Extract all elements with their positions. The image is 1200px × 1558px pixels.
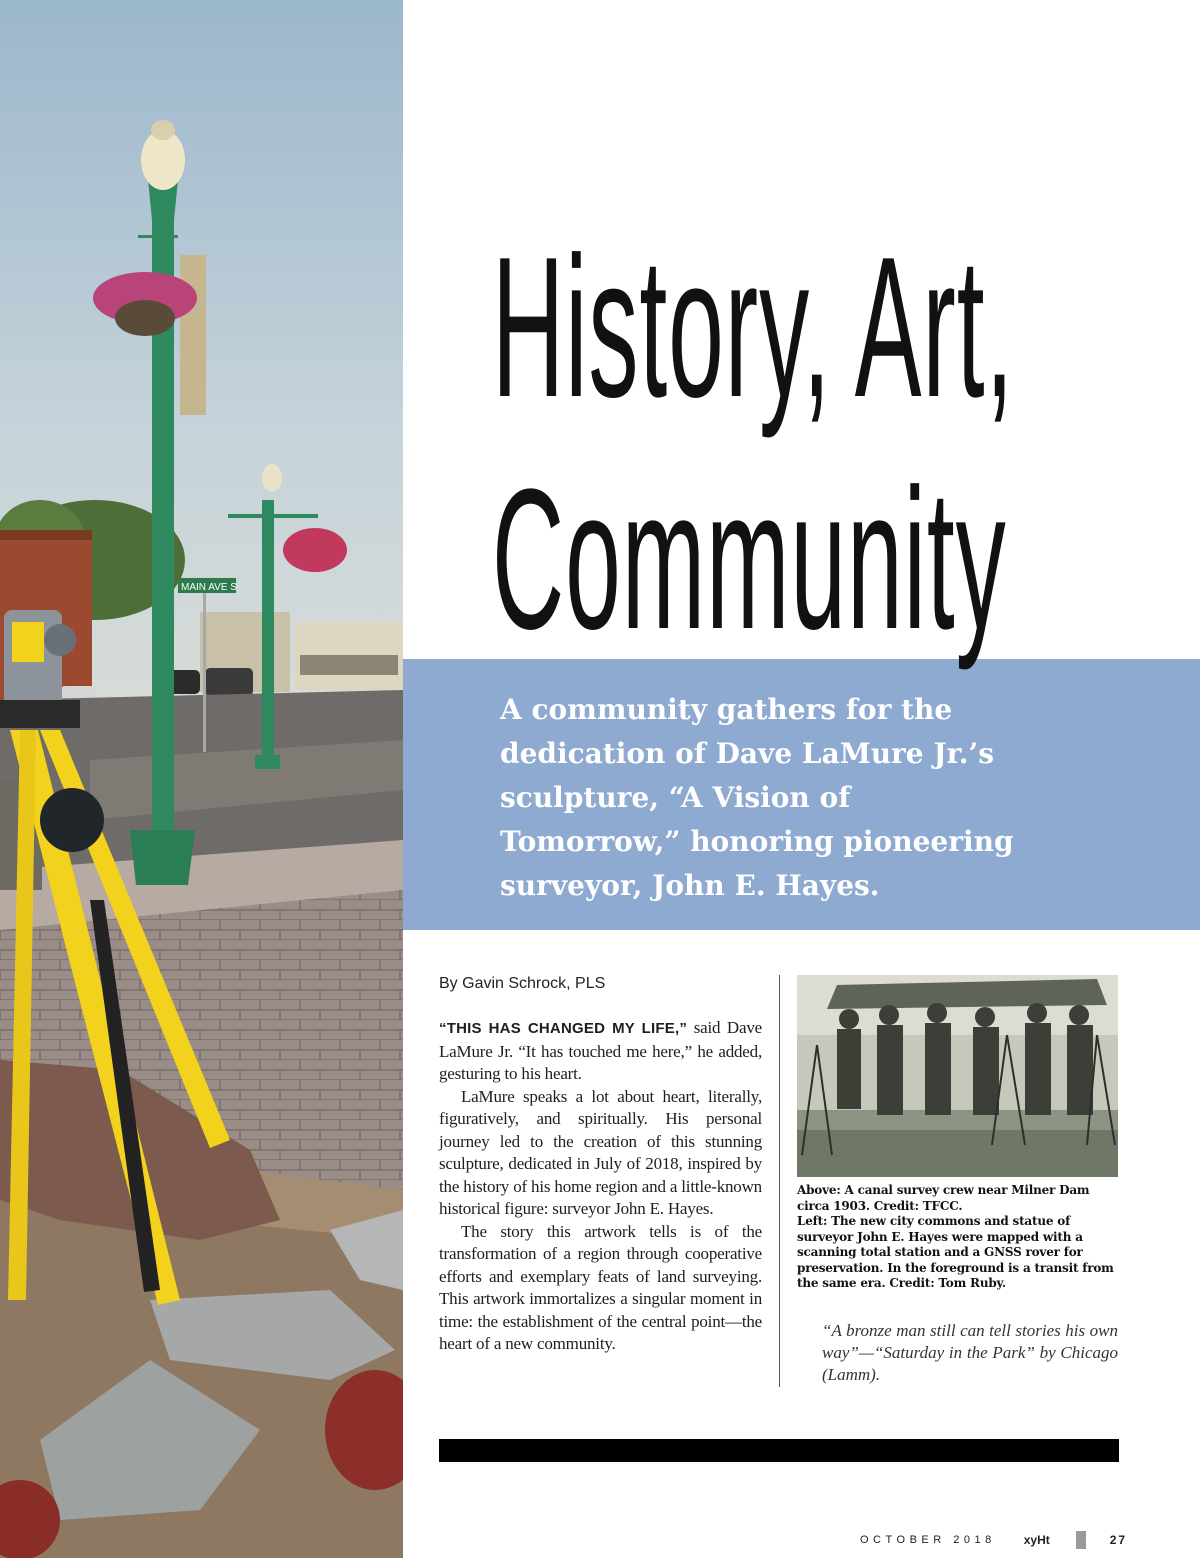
archive-photo-survey-crew <box>797 975 1118 1177</box>
article-dek: A community gathers for the dedication of Dave LaMure Jr.’s sculpture, “A Vision of Tomorrow,” honoring pioneering surveyor, John E. Hayes. <box>500 693 1014 902</box>
article-headline <box>492 212 1152 676</box>
headline-line-2: Community <box>492 448 1007 671</box>
folio-magazine-name: xyHt <box>1023 1533 1050 1547</box>
body-paragraph-3: The story this artwork tells is of the transformation of a region through cooperative efforts and exemplary feats of land surveying. This artwork immortalizes a singular moment in time: the establishment of the central point—the heart of a new community. <box>439 1221 762 1353</box>
byline: By Gavin Schrock, PLS <box>439 975 606 992</box>
caption-above: Above: A canal survey crew near Milner Dam circa 1903. Credit: TFCC. <box>797 1183 1090 1213</box>
folio-separator-block <box>1076 1531 1086 1549</box>
folio-page-number: 27 <box>1109 1533 1128 1547</box>
lead-in-caps: “THIS HAS CHANGED MY LIFE,” <box>439 1020 688 1037</box>
body-paragraph-2: LaMure speaks a lot about heart, literally, figuratively, and spiritually. His personal journey led to the creation of this stunning sculpture, dedicated in July of 2018, inspired by the history of his home region and a little-known historical figure: surveyor John E. Hayes. <box>439 1086 762 1218</box>
pull-quote: “A bronze man still can tell stories his own way”—“Saturday in the Park” by Chicago (Lamm). <box>822 1321 1118 1384</box>
caption-left: Left: The new city commons and statue of surveyor John E. Hayes were mapped with a scanning total station and a GNSS rover for preservation. In the foreground is a transit from the same era. Credit: Tom Ruby. <box>797 1214 1114 1290</box>
folio-issue-date: OCTOBER 2018 <box>860 1534 996 1546</box>
headline-line-1: History, Art, <box>492 216 1015 439</box>
photo-caption <box>797 1183 1120 1292</box>
street-sign-text: MAIN AVE S <box>181 582 237 593</box>
cover-photo-street-scene <box>0 0 403 1558</box>
folio <box>860 1530 1127 1550</box>
body-paragraph-1-text: said Dave LaMure Jr. “It has touched me here,” he added, gesturing to his heart. <box>439 1018 762 1083</box>
column-divider <box>779 975 780 1387</box>
body-paragraph-1 <box>439 1017 762 1086</box>
footer-black-bar <box>439 1439 1119 1462</box>
article-body <box>439 1017 762 1356</box>
